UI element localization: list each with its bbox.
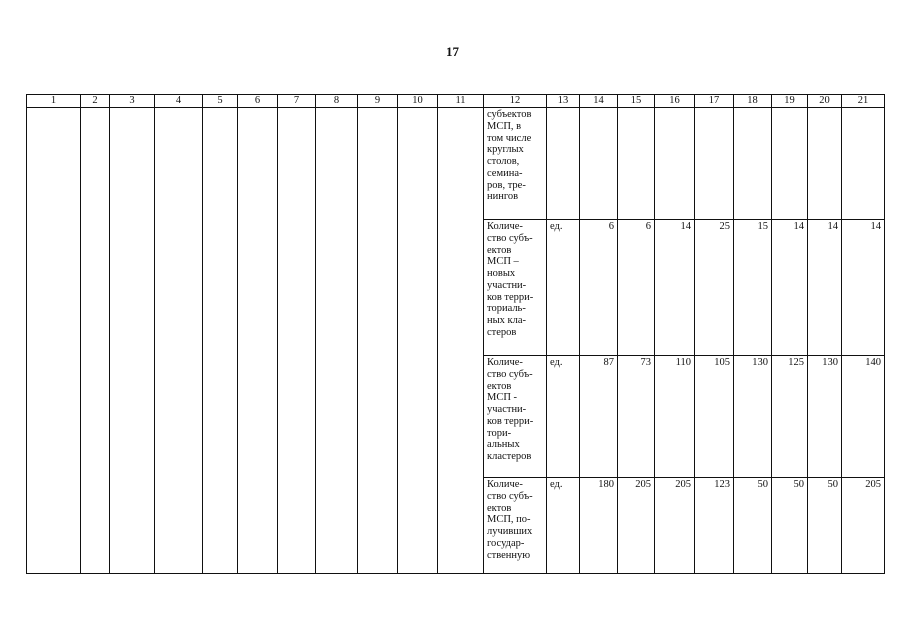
column-number: 5: [203, 95, 238, 108]
empty-merged-cell: [203, 108, 238, 574]
empty-merged-cell: [438, 108, 484, 574]
value-cell: 14: [655, 220, 695, 356]
value-cell: 110: [655, 356, 695, 478]
indicator-cell: Количе- ство субъ- ектов МСП, по- лучивших государ- ственную: [484, 478, 547, 574]
column-number: 14: [580, 95, 618, 108]
empty-merged-cell: [398, 108, 438, 574]
empty-merged-cell: [358, 108, 398, 574]
column-number: 9: [358, 95, 398, 108]
value-cell: [618, 108, 655, 220]
value-cell: 25: [695, 220, 734, 356]
column-number: 12: [484, 95, 547, 108]
value-cell: 205: [618, 478, 655, 574]
value-cell: 130: [734, 356, 772, 478]
indicator-cell: Количе- ство субъ- ектов МСП - участни- ков терри- тори- альных кластеров: [484, 356, 547, 478]
page-number: 17: [446, 44, 459, 59]
column-number: 4: [155, 95, 203, 108]
value-cell: 50: [772, 478, 808, 574]
empty-merged-cell: [316, 108, 358, 574]
value-cell: 6: [580, 220, 618, 356]
value-cell: 14: [842, 220, 885, 356]
indicator-cell: Количе- ство субъ- ектов МСП – новых участни- ков терри- ториаль- ных кла- стеров: [484, 220, 547, 356]
value-cell: [772, 108, 808, 220]
column-number: 13: [547, 95, 580, 108]
value-cell: 14: [772, 220, 808, 356]
column-number: 11: [438, 95, 484, 108]
table-row: [27, 108, 885, 220]
value-cell: [580, 108, 618, 220]
value-cell: [842, 108, 885, 220]
empty-merged-cell: [27, 108, 81, 574]
column-number: 2: [81, 95, 110, 108]
value-cell: [695, 108, 734, 220]
value-cell: 14: [808, 220, 842, 356]
value-cell: 180: [580, 478, 618, 574]
value-cell: 140: [842, 356, 885, 478]
column-number: 16: [655, 95, 695, 108]
value-cell: 50: [734, 478, 772, 574]
column-number: 7: [278, 95, 316, 108]
column-number: 18: [734, 95, 772, 108]
column-number: 1: [27, 95, 81, 108]
unit-cell: ед.: [547, 220, 580, 356]
column-number: 20: [808, 95, 842, 108]
empty-merged-cell: [81, 108, 110, 574]
value-cell: 205: [655, 478, 695, 574]
value-cell: 6: [618, 220, 655, 356]
value-cell: [734, 108, 772, 220]
value-cell: 15: [734, 220, 772, 356]
empty-merged-cell: [110, 108, 155, 574]
empty-merged-cell: [155, 108, 203, 574]
value-cell: 123: [695, 478, 734, 574]
column-number: 10: [398, 95, 438, 108]
column-number: 19: [772, 95, 808, 108]
unit-cell: ед.: [547, 356, 580, 478]
value-cell: 73: [618, 356, 655, 478]
indicator-cell: субъектов МСП, в том числе круглых столов, семина- ров, тре- нингов: [484, 108, 547, 220]
column-number: 17: [695, 95, 734, 108]
value-cell: 87: [580, 356, 618, 478]
empty-merged-cell: [278, 108, 316, 574]
column-number: 15: [618, 95, 655, 108]
value-cell: 125: [772, 356, 808, 478]
empty-merged-cell: [238, 108, 278, 574]
column-number-row: [27, 95, 885, 108]
value-cell: 50: [808, 478, 842, 574]
column-number: 3: [110, 95, 155, 108]
value-cell: 205: [842, 478, 885, 574]
value-cell: [655, 108, 695, 220]
unit-cell: [547, 108, 580, 220]
column-number: 21: [842, 95, 885, 108]
value-cell: [808, 108, 842, 220]
column-number: 6: [238, 95, 278, 108]
value-cell: 130: [808, 356, 842, 478]
unit-cell: ед.: [547, 478, 580, 574]
column-number: 8: [316, 95, 358, 108]
data-table: [26, 94, 885, 574]
value-cell: 105: [695, 356, 734, 478]
